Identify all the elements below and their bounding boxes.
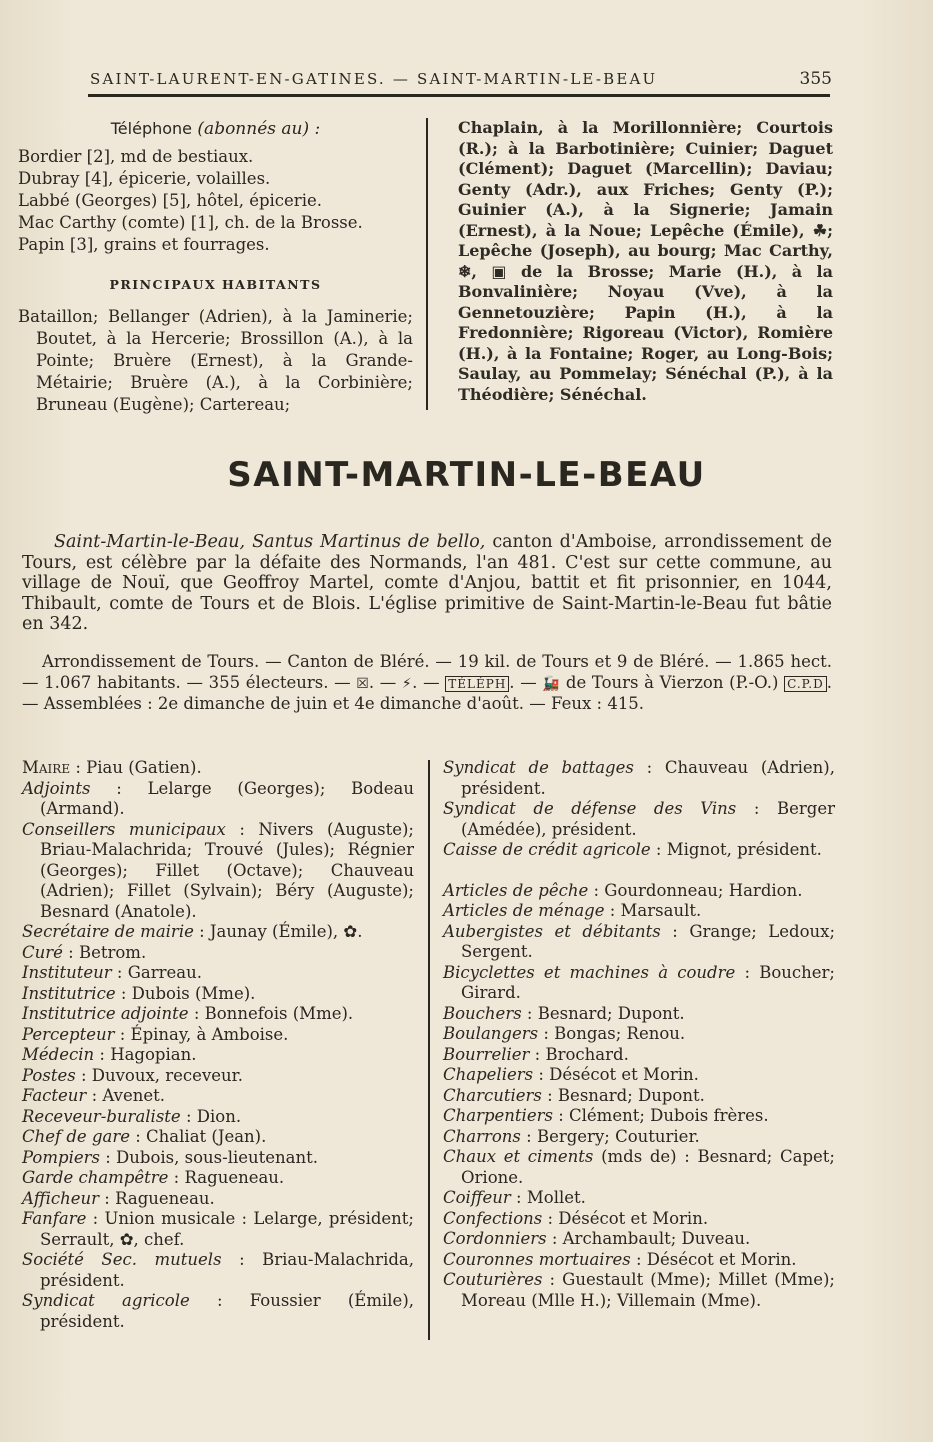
entry-text: : Briau-Malachrida, président. (40, 1250, 414, 1290)
entry-text: : Garreau. (111, 963, 203, 982)
section-intro (22, 532, 832, 635)
list-item (443, 1209, 835, 1230)
list-item (22, 984, 414, 1005)
entry-text: : Ragueneau. (168, 1168, 285, 1187)
list-item (443, 1045, 835, 1066)
entry-text: : Besnard; Dupont. (541, 1085, 705, 1105)
entry-text: : Duvoux, receveur. (75, 1065, 243, 1085)
entry-text: : Foussier (Émile), président. (40, 1291, 414, 1331)
telephone-entry: Mac Carthy (comte) [1], ch. de la Brosse. (18, 213, 363, 232)
entry-text: : Dion. (180, 1106, 242, 1126)
telephone-box: TÉLÉPH (445, 676, 509, 692)
entry-text: : Clément; Dubois frères. (552, 1106, 769, 1125)
list-item (443, 1147, 835, 1188)
list-item (443, 1250, 835, 1271)
entry-text: : Mignot, président. (650, 840, 822, 859)
cpd-box: C.P.D (784, 676, 827, 692)
entry-text: : Jaunay (Émile), ✿. (193, 922, 363, 941)
entry-label: Boulangers (443, 1024, 539, 1043)
telephone-heading (18, 118, 413, 140)
entry-label: Charcutiers (443, 1085, 542, 1105)
list-item (443, 881, 835, 902)
entry-label: Syndicat agricole (22, 1291, 190, 1310)
list-item (22, 922, 414, 943)
list-item (443, 963, 835, 1004)
list-item (22, 1066, 414, 1087)
entry-text: : Hagopian. (94, 1045, 197, 1064)
entry-text: : Betrom. (62, 942, 147, 962)
telephone-heading-prefix: Téléphone (110, 119, 193, 138)
list-item (443, 1106, 835, 1127)
entry-label: Garde champêtre (22, 1168, 169, 1187)
entry-label: Institutrice adjointe (22, 1004, 189, 1023)
entry-label: Postes (22, 1065, 76, 1085)
entry-label: Cordonniers (443, 1229, 547, 1248)
section-stats: Arrondissement de Tours. — Canton de Bléré. — 19 kil. de Tours et 9 de Bléré. — 1.865 hect. — 1.067 habitants. — 355 électeurs. — ☒. — ⚡. — TÉLÉPH . — 🚂 de Tours à Vierzon (P.-O.) C.P.D . — Assemblées : 2e dimanche de juin et 4e dimanche d'août. — Feux : 415. (22, 652, 832, 713)
entry-text: : Boucher; Girard. (461, 962, 835, 1002)
list-item (22, 1127, 414, 1148)
entry-text: : Dubois (Mme). (115, 983, 256, 1003)
entry-label: Chaux et ciments (443, 1147, 594, 1166)
bottom-right-column (443, 758, 835, 1311)
entry-label: Secrétaire de mairie (22, 922, 194, 941)
entry-text: : Grange; Ledoux; Sergent. (461, 921, 835, 961)
entry-label: Percepteur (22, 1024, 115, 1044)
section-title: SAINT-MARTIN-LE-BEAU (227, 455, 706, 495)
entry-label: Adjoints (22, 778, 91, 798)
list-item (443, 1086, 835, 1107)
stats-text-c: . — Assemblées : 2e dimanche de juin et 4e dimanche d'août. — Feux : 415. (22, 672, 832, 713)
entry-text: : Guestault (Mme); Millet (Mme); Moreau (Mlle H.); Villemain (Mme). (461, 1270, 835, 1310)
bottom-left-column (22, 758, 414, 1332)
list-item (22, 1148, 414, 1169)
telephone-entry: Bordier [2], md de bestiaux. (18, 147, 254, 166)
running-title: SAINT-LAURENT-EN-GATINES. — SAINT-MARTIN-LE-BEAU (90, 70, 658, 88)
intro-latin-name: Saint-Martin-le-Beau, Santus Martinus de bello, (54, 532, 486, 552)
entry-label: Aubergistes et débitants (443, 921, 661, 941)
entry-text: : Épinay, à Amboise. (114, 1024, 289, 1044)
list-item (22, 1189, 414, 1210)
entry-label: Médecin (22, 1045, 95, 1064)
entry-label: Institutrice (22, 983, 116, 1003)
list-item (443, 840, 835, 861)
entry-label: Chef de gare (22, 1127, 130, 1146)
list-item (22, 1086, 414, 1107)
column-divider-top (426, 118, 428, 410)
telephone-heading-suffix: (abonnés au) : (197, 119, 321, 139)
telegraph-icon: ⚡ (401, 675, 413, 692)
entry-text: : Berger (Amédée), président. (461, 799, 835, 839)
list-item (22, 1209, 414, 1250)
entry-text: : Bergery; Couturier. (520, 1126, 700, 1146)
list-item (22, 943, 414, 964)
list-item (443, 1127, 835, 1148)
entry-text: : Avenet. (86, 1086, 165, 1105)
entry-label: Facteur (22, 1086, 87, 1105)
entry-label: Instituteur (22, 963, 112, 982)
telephone-entry: Labbé (Georges) [5], hôtel, épicerie. (18, 191, 322, 210)
list-item (443, 799, 835, 840)
entry-text: : Nivers (Auguste); Briau-Malachrida; Trouvé (Jules); Régnier (Georges); Fillet (Octave); Chauveau (Adrien); Fillet (Sylvain); Béry (Auguste); Besnard (Anatole). (40, 819, 414, 921)
entry-label: Fanfare (22, 1209, 87, 1228)
entry-label: Bourrelier (443, 1044, 530, 1064)
entry-text: : Chaliat (Jean). (130, 1127, 267, 1146)
list-item (443, 1270, 835, 1311)
list-item (443, 1065, 835, 1086)
stats-text-a: Arrondissement de Tours. — Canton de Bléré. — 19 kil. de Tours et 9 de Bléré. — 1.865 hect. — 1.067 habitants. — 355 électeurs. — (22, 652, 832, 692)
list-item (22, 1291, 414, 1332)
entry-text: (mds de) : Besnard; Capet; Orione. (461, 1147, 835, 1187)
entry-text: : Désécot et Morin. (630, 1249, 797, 1269)
entry-label: Confections (443, 1208, 543, 1228)
list-item (22, 1025, 414, 1046)
entry-text: : Brochard. (529, 1044, 629, 1064)
list-item (22, 779, 414, 820)
entry-label: Afficheur (22, 1188, 100, 1208)
entry-text: : Marsault. (604, 901, 702, 920)
list-item (22, 1045, 414, 1066)
stats-text-b: de Tours à Vierzon (P.-O.) (565, 672, 779, 692)
list-item (22, 1004, 414, 1025)
intro-text: canton d'Amboise, arrondissement de Tours, est célèbre par la défaite des Normands, l'an 481. C'est sur cette commune, au village de Nouï, que Geoffroy Martel, comte d'Anjou, battit et fit prisonnier, en 1044, Thibault, comte de Tours et de Blois. L'église primitive de Saint-Martin-le-Beau fut bâtie en 342. (22, 532, 832, 634)
entry-label: Pompiers (22, 1147, 100, 1167)
top-left-column (18, 118, 413, 416)
entry-text: : Union musicale : Lelarge, président; Serrault, ✿, chef. (40, 1209, 414, 1249)
entry-text: : Dubois, sous-lieutenant. (99, 1147, 318, 1167)
entry-text: : Désécot et Morin. (533, 1065, 699, 1084)
habitants-right-text: Chaplain, à la Morillonnière; Courtois (R.); à la Barbotinière; Cuinier; Daguet (Clément); Daguet (Marcellin); Daviau; Genty (Adr.), aux Friches; Genty (P.); Guinier (A.), à la Signerie; Jamain (Ernest), à la Noue; Lepêche (Émile), ☘; Lepêche (Joseph), au bourg; Mac Carthy, ❄, ▣ de la Brosse; Marie (H.), à la Bonvalinière; Noyau (Vve), à la Gennetouzière; Papin (H.), à la Fredonnière; Rigoreau (Victor), Romière (H.), à la Fontaine; Roger, au Long-Bois; Saulay, au Pommelay; Sénéchal (P.), à la Théodière; Sénéchal. (458, 118, 833, 404)
list-item (22, 1250, 414, 1291)
entry-text: : Archambault; Duveau. (546, 1229, 751, 1248)
entry-label: Maire (22, 758, 71, 777)
entry-text: : Bongas; Renou. (538, 1024, 686, 1043)
list-item (22, 758, 414, 779)
entry-label: Receveur-buraliste (22, 1106, 181, 1126)
entry-label: Bicyclettes et machines à coudre (443, 962, 736, 982)
entry-label: Curé (22, 942, 63, 962)
entry-text: : Besnard; Dupont. (521, 1003, 685, 1023)
entry-label: Société Sec. mutuels (22, 1250, 222, 1269)
list-item (443, 1229, 835, 1250)
list-item (443, 901, 835, 922)
telephone-entry: Dubray [4], épicerie, volailles. (18, 169, 271, 188)
header-rule (88, 94, 830, 97)
list-item (22, 1168, 414, 1189)
column-divider-bottom (428, 760, 430, 1340)
railway-icon: 🚂 (542, 675, 561, 692)
entry-label: Charrons (443, 1126, 521, 1146)
entry-text: : Piau (Gatien). (70, 758, 202, 777)
mail-envelope-icon: ☒ (356, 675, 369, 692)
entry-label: Charpentiers (443, 1106, 553, 1125)
entry-label: Caisse de crédit agricole (443, 840, 651, 859)
entry-text: : Ragueneau. (99, 1188, 215, 1208)
entry-label: Articles de ménage (443, 901, 605, 920)
entry-label: Articles de pêche (443, 880, 589, 900)
entry-label: Conseillers municipaux (22, 819, 226, 839)
list-item (443, 1024, 835, 1045)
entry-text: : Gourdonneau; Hardion. (588, 880, 803, 900)
list-item (443, 922, 835, 963)
list-item (443, 1188, 835, 1209)
entry-text: : Bonnefois (Mme). (188, 1004, 354, 1023)
list-item (443, 758, 835, 799)
entry-text: : Désécot et Morin. (542, 1208, 709, 1228)
entry-label: Coiffeur (443, 1188, 511, 1207)
habitants-heading: PRINCIPAUX HABITANTS (109, 277, 322, 292)
entry-label: Chapeliers (443, 1065, 534, 1084)
entry-label: Couronnes mortuaires (443, 1249, 631, 1269)
entry-label: Syndicat de battages (443, 758, 634, 777)
entry-text: : Lelarge (Georges); Bodeau (Armand). (40, 778, 414, 818)
entry-label: Bouchers (443, 1003, 522, 1023)
entry-text: : Mollet. (510, 1188, 586, 1207)
list-item (22, 963, 414, 984)
entry-text: : Chauveau (Adrien), président. (461, 758, 835, 798)
entry-label: Syndicat de défense des Vins (443, 799, 737, 818)
running-header (90, 66, 832, 92)
telephone-entry: Papin [3], grains et fourrages. (18, 235, 270, 254)
list-item (22, 1107, 414, 1128)
list-item (443, 1004, 835, 1025)
section-gap (443, 861, 835, 881)
list-item (22, 820, 414, 923)
entry-label: Couturières (443, 1270, 543, 1289)
page-number: 355 (799, 69, 832, 89)
habitants-left-text: Bataillon; Bellanger (Adrien), à la Jaminerie; Boutet, à la Hercerie; Brossillon (A.), à la Pointe; Bruère (Ernest), à la Grande-Métairie; Bruère (A.), à la Corbinière; Bruneau (Eugène); Cartereau; (18, 307, 413, 414)
